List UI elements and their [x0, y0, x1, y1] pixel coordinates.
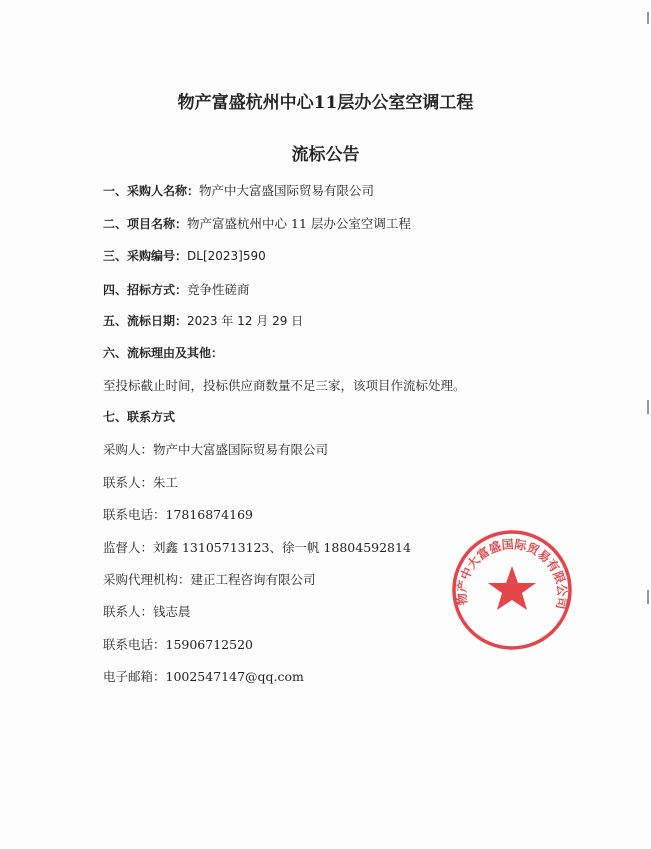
section-label: 六、流标理由及其他：	[103, 346, 224, 360]
scan-mark	[647, 12, 649, 24]
section-purchaser	[103, 181, 374, 199]
section-label: 四、招标方式：	[103, 283, 188, 297]
section-value: 竞争性磋商	[187, 282, 250, 297]
reason-text: 至投标截止时间，投标供应商数量不足三家，该项目作流标处理。	[103, 378, 466, 393]
contact-line: 电子邮箱：1002547147@qq.com	[103, 669, 304, 684]
stamp-text: 物产中大富盛国际贸易有限公司	[454, 537, 570, 611]
contact-line: 联系人：钱志晨	[103, 604, 191, 619]
contact-line: 联系电话：15906712520	[103, 637, 253, 652]
contact-line: 联系电话：17816874169	[103, 507, 253, 522]
company-seal-stamp	[450, 530, 574, 650]
section-date	[103, 312, 303, 329]
section-label: 一、采购人名称：	[103, 184, 200, 198]
contact-heading: 七、联系方式	[103, 410, 176, 424]
section-value: 物产中大富盛国际贸易有限公司	[199, 183, 375, 198]
contact-line: 采购代理机构：建正工程咨询有限公司	[103, 572, 316, 587]
section-value: DL[2023]590	[187, 249, 266, 263]
contact-line: 采购人：物产中大富盛国际贸易有限公司	[103, 442, 329, 457]
scan-mark	[647, 590, 649, 604]
contact-line: 监督人：刘鑫 13105713123、徐一帆 18804592814	[103, 540, 411, 555]
contact-line: 联系人：朱工	[103, 475, 179, 490]
section-reason	[103, 344, 223, 361]
section-method	[103, 280, 250, 298]
section-project-name	[103, 214, 411, 232]
section-value: 2023 年 12 月 29 日	[187, 314, 304, 328]
section-label: 三、采购编号：	[103, 249, 188, 263]
scan-mark	[647, 400, 649, 414]
section-label: 二、项目名称：	[103, 217, 188, 231]
document-title: 物产富盛杭州中心11层办公室空调工程	[177, 93, 474, 113]
section-label: 五、流标日期：	[103, 314, 188, 328]
star-icon	[488, 566, 536, 610]
document-subtitle: 流标公告	[291, 145, 360, 165]
section-value: 物产富盛杭州中心 11 层办公室空调工程	[187, 216, 411, 231]
section-procurement-number	[103, 247, 266, 264]
